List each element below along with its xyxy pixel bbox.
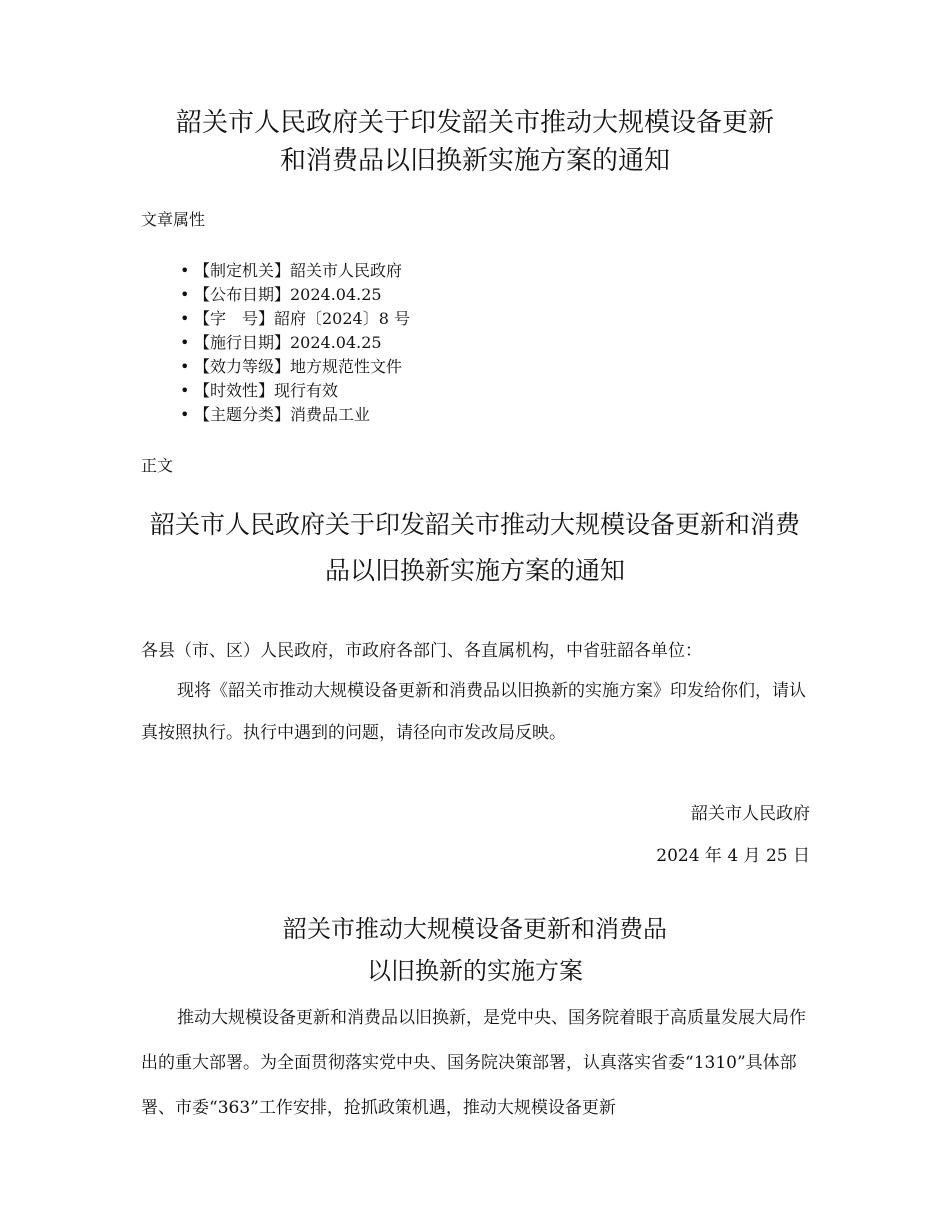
attribute-text: 【施行日期】2024.04.25	[194, 333, 382, 352]
attributes-label: 文章属性	[141, 210, 206, 229]
document-title-line-1: 韶关市人民政府关于印发韶关市推动大规模设备更新	[175, 108, 774, 138]
attribute-text: 【公布日期】2024.04.25	[194, 285, 382, 304]
plan-body-paragraph: 推动大规模设备更新和消费品以旧换新，是党中央、国务院着眼于高质量发展大局作出的重大部署。为全面贯彻落实党中央、国务院决策部署，认真落实省委“1310”具体部署、市委“363”工作安排，抢抓政策机遇，推动大规模设备更新	[141, 1008, 806, 1118]
document-title	[0, 104, 950, 180]
signature-org: 韶关市人民政府	[691, 804, 810, 824]
attributes-list	[180, 259, 410, 427]
notice-title	[0, 502, 950, 594]
document-title-line-2: 和消费品以旧换新实施方案的通知	[279, 146, 670, 176]
attribute-text: 【字 号】韶府〔2024〕8 号	[194, 309, 410, 328]
bullet-icon: •	[180, 285, 190, 304]
intro-paragraph: 现将《韶关市推动大规模设备更新和消费品以旧换新的实施方案》印发给你们，请认真按照执行。执行中遇到的问题，请径向市发改局反映。	[141, 681, 806, 743]
notice-title-line-2: 品以旧换新实施方案的通知	[324, 556, 625, 585]
attribute-text: 【时效性】现行有效	[194, 381, 339, 400]
attribute-item-issuer	[180, 259, 410, 283]
notice-title-line-1: 韶关市人民政府关于印发韶关市推动大规模设备更新和消费	[149, 510, 800, 539]
bullet-icon: •	[180, 333, 190, 352]
attribute-item-document-number	[180, 307, 410, 331]
signature-date: 2024 年 4 月 25 日	[656, 846, 810, 866]
bullet-icon: •	[180, 405, 190, 424]
greeting-paragraph: 各县（市、区）人民政府，市政府各部门、各直属机构，中省驻韶各单位：	[141, 641, 702, 661]
plan-title	[0, 908, 950, 992]
bullet-icon: •	[180, 357, 190, 376]
bullet-icon: •	[180, 309, 190, 328]
attribute-item-effective-date	[180, 331, 410, 355]
attribute-item-legal-level	[180, 355, 410, 379]
attribute-item-publish-date	[180, 283, 410, 307]
attribute-item-category	[180, 403, 410, 427]
plan-title-line-1: 韶关市推动大规模设备更新和消费品	[283, 915, 667, 943]
bullet-icon: •	[180, 381, 190, 400]
body-label: 正文	[141, 456, 174, 475]
bullet-icon: •	[180, 261, 190, 280]
attribute-text: 【效力等级】地方规范性文件	[194, 357, 403, 376]
plan-title-line-2: 以旧换新的实施方案	[367, 957, 583, 985]
attribute-item-validity	[180, 379, 410, 403]
attribute-text: 【主题分类】消费品工业	[194, 405, 371, 424]
attribute-text: 【制定机关】韶关市人民政府	[194, 261, 403, 280]
